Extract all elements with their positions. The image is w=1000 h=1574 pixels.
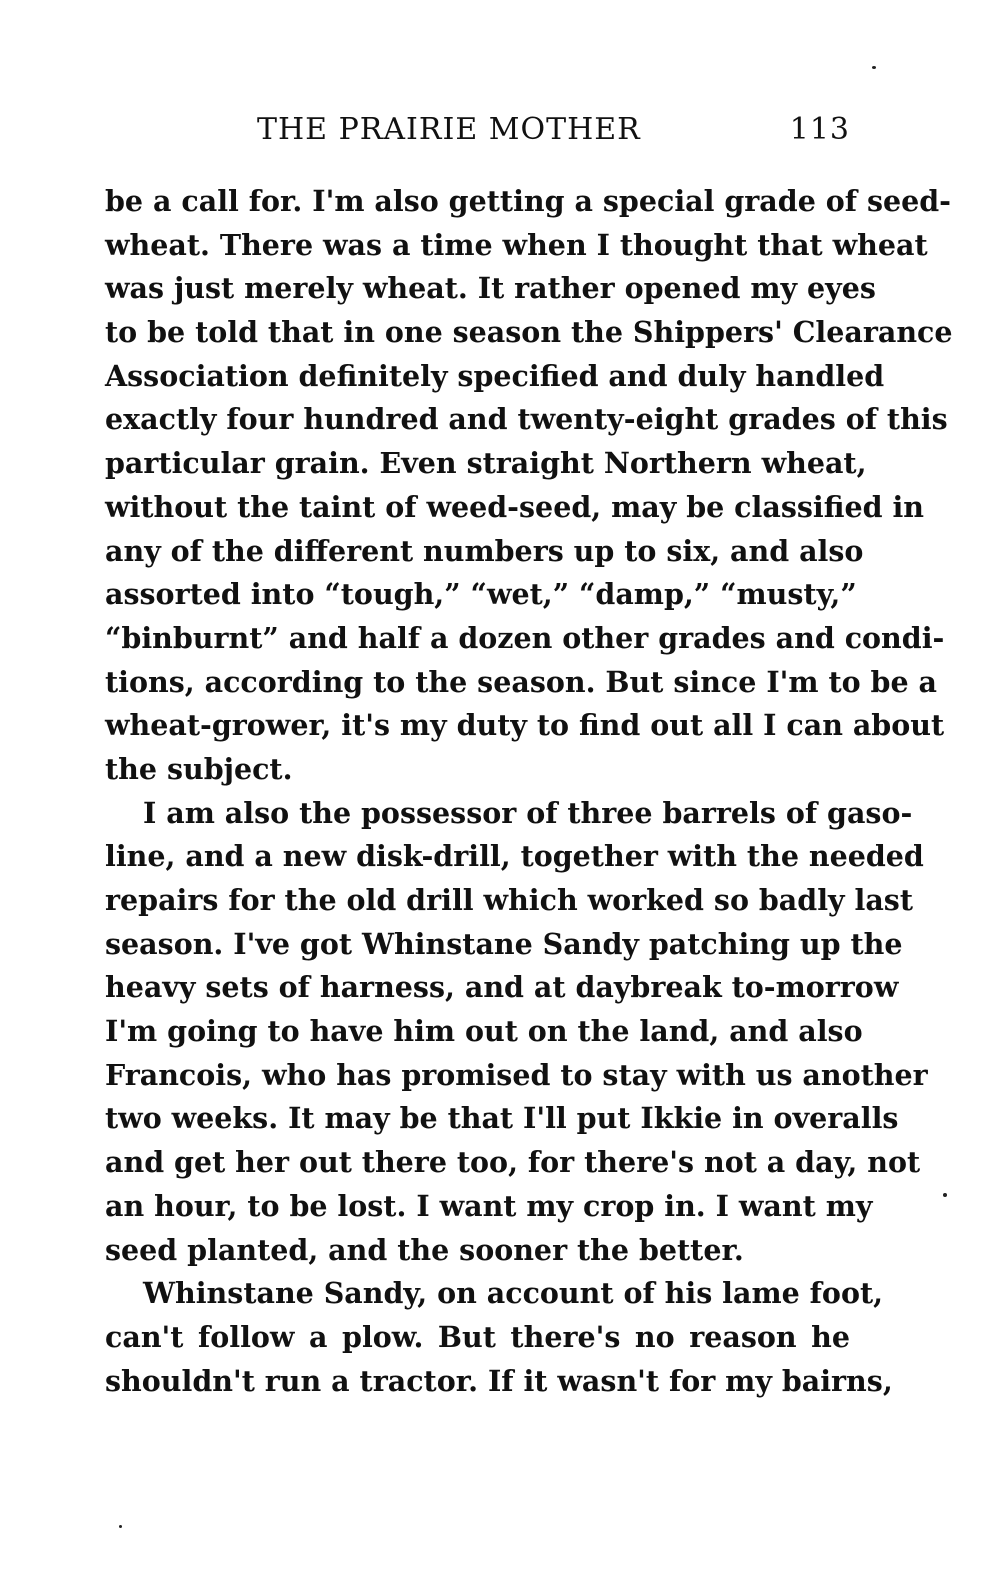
text-line: exactly four hundred and twenty-eight grades of this [105, 402, 948, 437]
text-line: wheat-grower, it's my duty to find out all I can about [105, 708, 945, 743]
paragraph [105, 792, 928, 1273]
text-line: shouldn't run a tractor. If it wasn't for my bairns, [105, 1363, 893, 1398]
text-line: particular grain. Even straight Northern wheat, [105, 446, 867, 481]
text-line: without the taint of weed-seed, may be classified in [105, 489, 924, 524]
text-line: the subject. [105, 751, 293, 786]
text-line: Whinstane Sandy, on account of his lame foot, [143, 1276, 884, 1311]
text-line: two weeks. It may be that I'll put Ikkie in overalls [105, 1101, 899, 1136]
paragraph [105, 1272, 893, 1403]
text-line: “binburnt” and half a dozen other grades and condi- [105, 620, 945, 655]
text-line: an hour, to be lost. I want my crop in. I want my [105, 1188, 873, 1223]
paragraph [105, 180, 953, 792]
text-line: Association definitely specified and duly handled [105, 358, 885, 393]
text-line: season. I've got Whinstane Sandy patching up the [105, 926, 903, 961]
text-line: assorted into “tough,” “wet,” “damp,” “musty,” [105, 577, 857, 612]
text-line: can't follow a plow. But there's no reason he [105, 1319, 850, 1354]
text-line: any of the different numbers up to six, and also [105, 533, 864, 568]
text-line: and get her out there too, for there's not a day, not [105, 1145, 921, 1180]
text-line: wheat. There was a time when I thought that wheat [105, 227, 928, 262]
running-title: THE PRAIRIE MOTHER [257, 112, 641, 147]
scan-speck [119, 1525, 122, 1528]
text-line: be a call for. I'm also getting a special grade of seed- [105, 184, 952, 218]
text-line: I am also the possessor of three barrels of gaso- [143, 795, 913, 830]
text-line: was just merely wheat. It rather opened my eyes [105, 271, 876, 306]
text-line: repairs for the old drill which worked so badly last [105, 883, 914, 917]
text-line: tions, according to the season. But since I'm to be a [105, 664, 938, 699]
text-line: I'm going to have him out on the land, and also [105, 1014, 863, 1049]
scan-speck [943, 1193, 947, 1197]
scan-speck [872, 66, 876, 69]
body-text [105, 180, 953, 1403]
text-line: to be told that in one season the Shippers' Clearance [105, 315, 953, 350]
page-number: 113 [789, 112, 850, 147]
text-line: heavy sets of harness, and at daybreak to-morrow [105, 970, 899, 1005]
text-line: Francois, who has promised to stay with us another [105, 1057, 928, 1092]
text-line: line, and a new disk-drill, together with the needed [105, 839, 924, 874]
text-line: seed planted, and the sooner the better. [105, 1232, 744, 1267]
running-head [105, 112, 850, 152]
